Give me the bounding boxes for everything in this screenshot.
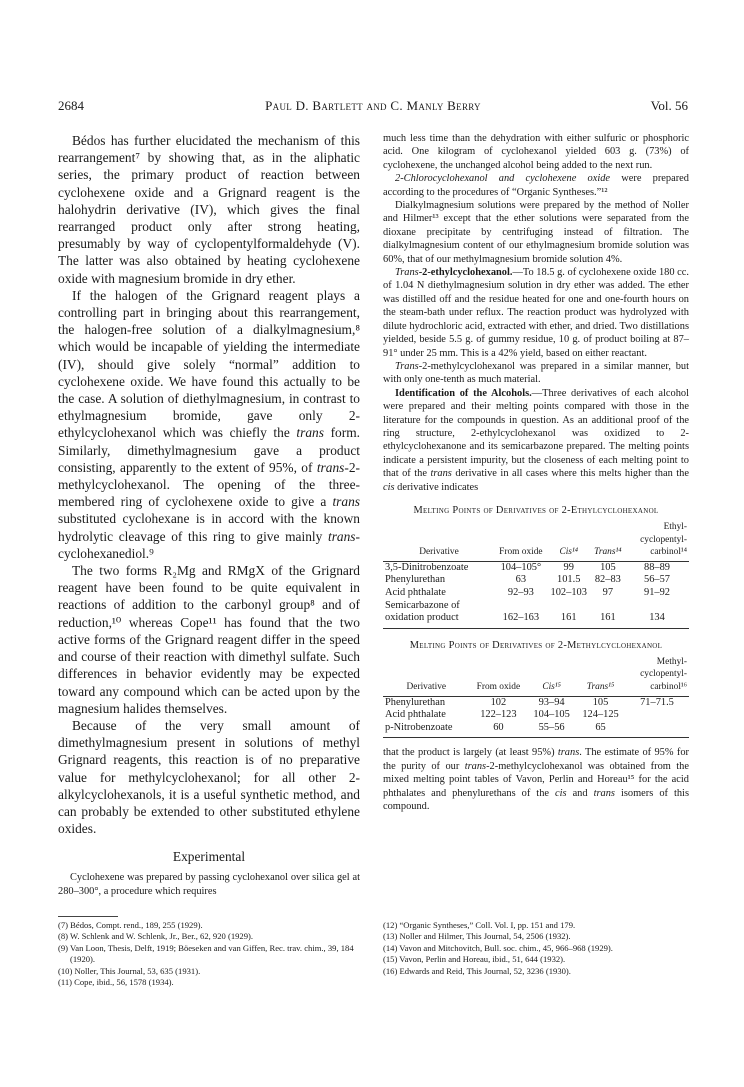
table2-header: Trans¹⁵ (576, 656, 625, 696)
footnote-10: (10) Noller, This Journal, 53, 635 (1931). (58, 965, 201, 976)
paragraph-chlorocyclohexanol: 2-Chlorocyclohexanol and cyclohexene oxide were prepared according to the procedures of “Organic Syntheses.”¹² (383, 173, 689, 198)
table1-rule (383, 628, 689, 629)
right-column (383, 132, 689, 813)
table-row: Acid phthalate 92–93 102–103 97 91–92 (385, 586, 670, 598)
page-number: 2684 (58, 98, 84, 113)
footnote-16: (16) Edwards and Reid, This Journal, 52, 3236 (1930). (383, 965, 571, 976)
table1-header: Trans¹⁴ (591, 521, 625, 561)
footnote-11: (11) Cope, ibid., 56, 1578 (1934). (58, 977, 174, 988)
table-row: Semicarbazone of oxidation product 162–163 161 161 134 (385, 599, 665, 624)
footnote-15: (15) Vavon, Perlin and Horeau, ibid., 51, 644 (1932). (383, 954, 566, 965)
table2-header: From oxide (470, 656, 528, 696)
table-row: 3,5-Dinitrobenzoate 104–105° 99 105 88–89 (385, 561, 670, 573)
page-header (58, 98, 688, 118)
table2-rule (383, 737, 689, 738)
footnotes-left (58, 906, 360, 988)
table1-caption: Melting Points of Derivatives of 2-Ethylcyclohexanol (413, 504, 659, 516)
left-column (58, 132, 360, 898)
paragraph-bedos: Bédos has further elucidated the mechanism of this rearrangement⁷ by showing that, as in the aliphatic series, the primary product of reaction between cyclohexene oxide and a Grignard reagent is the halohydrin derivative (IV), which gives the final rearranged product only after strong heating, presumably by way of cyclopentylformaldehyde (V). The latter was also obtained by heating cyclohexene oxide with magnesium bromide in dry ether. (58, 133, 360, 286)
paragraph-trans-methyl: Trans-2-methylcyclohexanol was prepared in a similar manner, but with only one-tenth as much material. (383, 360, 689, 386)
footnote-rule (58, 916, 118, 917)
table-ethyl-derivatives (383, 521, 689, 625)
table2-caption: Melting Points of Derivatives of 2-Methylcyclohexanol (409, 639, 663, 651)
table-row: Acid phthalate 122–123 104–105 124–125 (385, 709, 619, 721)
table-row: Phenylurethan 102 93–94 105 71–71.5 (385, 696, 674, 708)
paragraph-identification: Identification of the Alcohols.—Three derivatives of each alcohol were prepared and their melting points compared with those in the literature for the compounds in question. As an additional proof of the ring structure, 2-ethylcyclohexanol was oxidized to 2-ethylcyclohexanone and its semicarbazone prepared. The melting points indicate a persistent impurity, but the closeness of each melting point to that of the trans derivative in all cases where this melts higher than the cis derivative indicates (383, 387, 689, 493)
table1-header: Cis¹⁴ (547, 521, 591, 561)
paragraph-two-forms: The two forms R₂Mg and RMgX of the Grignard reagent have been found to be quite equivalent in reactions of addition to the carbonyl group⁸ and of reduction,¹⁰ whereas Cope¹¹ has found that the two active forms of the Grignard reagent differ in the speed and course of their reaction with dimethyl sulfate. Such differences in behavior evidently may be expected toward any compound which can be acted upon by the magnesium halides themselves. (58, 563, 360, 716)
paragraph-halogen: If the halogen of the Grignard reagent plays a controlling part in bringing about this rearrangement, the halogen-free solution of a dialkylmagnesium,⁸ which would be incapable of yielding the intermediate (IV), should give solely “normal” addition to cyclohexene oxide. We have found this actually to be the case. A solution of diethylmagnesium, in contrast to ethylmagnesium bromide, gave only 2-ethylcyclohexanol which was chiefly the trans form. Similarly, dimethylmagnesium gave a product consisting, apparently to the extent of 95%, of trans-2-methylcyclohexanol. The opening of the three-membered ring of cyclohexene oxide to give a trans substituted cyclohexane is in accord with the known hydrolytic cleavage of this ring to give mainly trans-cyclohexanediol.⁹ (58, 287, 360, 561)
table2-header: Cis¹⁵ (527, 656, 576, 696)
table1-header: Ethyl-cyclopentyl-carbinol¹⁴ (625, 521, 689, 561)
table-row: Phenylurethan 63 101.5 82–83 56–57 (385, 574, 670, 586)
table-methyl-derivatives (383, 656, 689, 735)
footnote-13: (13) Noller and Hilmer, This Journal, 54, 2506 (1932). (383, 931, 571, 942)
paragraph-cyclohexene-prep: Cyclohexene was prepared by passing cyclohexanol over silica gel at 280–300°, a procedure which requires (58, 872, 360, 897)
table1-header: From oxide (495, 521, 547, 561)
paragraph-trans-ethyl: Trans-2-ethylcyclohexanol.—To 18.5 g. of cyclohexene oxide 180 cc. of 1.04 N diethylmagnesium solution in dry ether was added. The ether was distilled off and the residue heated for one and one-fourth hours on the steam-bath under reflux. The reaction product was hydrolyzed with dilute hydrochloric acid, extracted with ether, and dried. Two distillations yielded, beside 5.5 g. of gummy residue, 10 g. of product boiling at 87–91° under 25 mm. This is a 42% yield, based on either reactant. (383, 267, 689, 359)
footnotes-right (383, 906, 689, 977)
footnote-9: (9) Van Loon, Thesis, Delft, 1919; Böeseken and van Giffen, Rec. trav. chim., 39, 184 (1920). (58, 942, 354, 965)
running-head: Paul D. Bartlett and C. Manly Berry (265, 98, 481, 113)
paragraph-dialkylmagnesium: Dialkylmagnesium solutions were prepared by the method of Noller and Hilmer¹³ except that the ether solutions were separated from the dioxane precipitate by centrifuging instead of filtration. The dialkylmagnesium content of our ethylmagnesium bromide solution was 60%, that of our methylmagnesium bromide solution 4%. (383, 200, 689, 265)
footnote-8: (8) W. Schlenk and W. Schlenk, Jr., Ber., 62, 920 (1929). (58, 931, 254, 942)
table1-header: Derivative (383, 521, 495, 561)
volume-label: Vol. 56 (650, 98, 688, 113)
section-title-experimental: Experimental (172, 849, 246, 865)
footnote-7: (7) Bédos, Compt. rend., 189, 255 (1929). (58, 920, 203, 930)
table-row: p-Nitrobenzoate 60 55–56 65 (385, 721, 606, 733)
footnote-12: (12) “Organic Syntheses,” Coll. Vol. I, pp. 151 and 179. (383, 920, 576, 930)
paragraph-dimethyl: Because of the very small amount of dimethylmagnesium present in solutions of methyl Grignard reagents, this reaction is of no preparative value for methylcyclohexanol; for all other 2-alkylcyclohexanols, it is a useful synthetic method, and can probably be extended to other substituted ethylene oxides. (58, 717, 360, 837)
table2-header: Derivative (383, 656, 470, 696)
table2-header: Methyl-cyclopentyl-carbinol¹⁶ (625, 656, 689, 696)
paragraph-dehydration: much less time than the dehydration with either sulfuric or phosphoric acid. One kilogram of cyclohexanol yielded 603 g. (73%) of cyclohexene, the unchanged alcohol being added to the next run. (383, 133, 689, 171)
paragraph-conclusion: that the product is largely (at least 95%) trans. The estimate of 95% for the purity of our trans-2-methylcyclohexanol was obtained from the mixed melting point tables of Vavon, Perlin and Horeau¹⁵ for the acid phthalates and phenylurethans of the cis and trans isomers of this compound. (383, 747, 689, 812)
footnote-14: (14) Vavon and Mitchovitch, Bull. soc. chim., 45, 966–968 (1929). (383, 942, 613, 953)
